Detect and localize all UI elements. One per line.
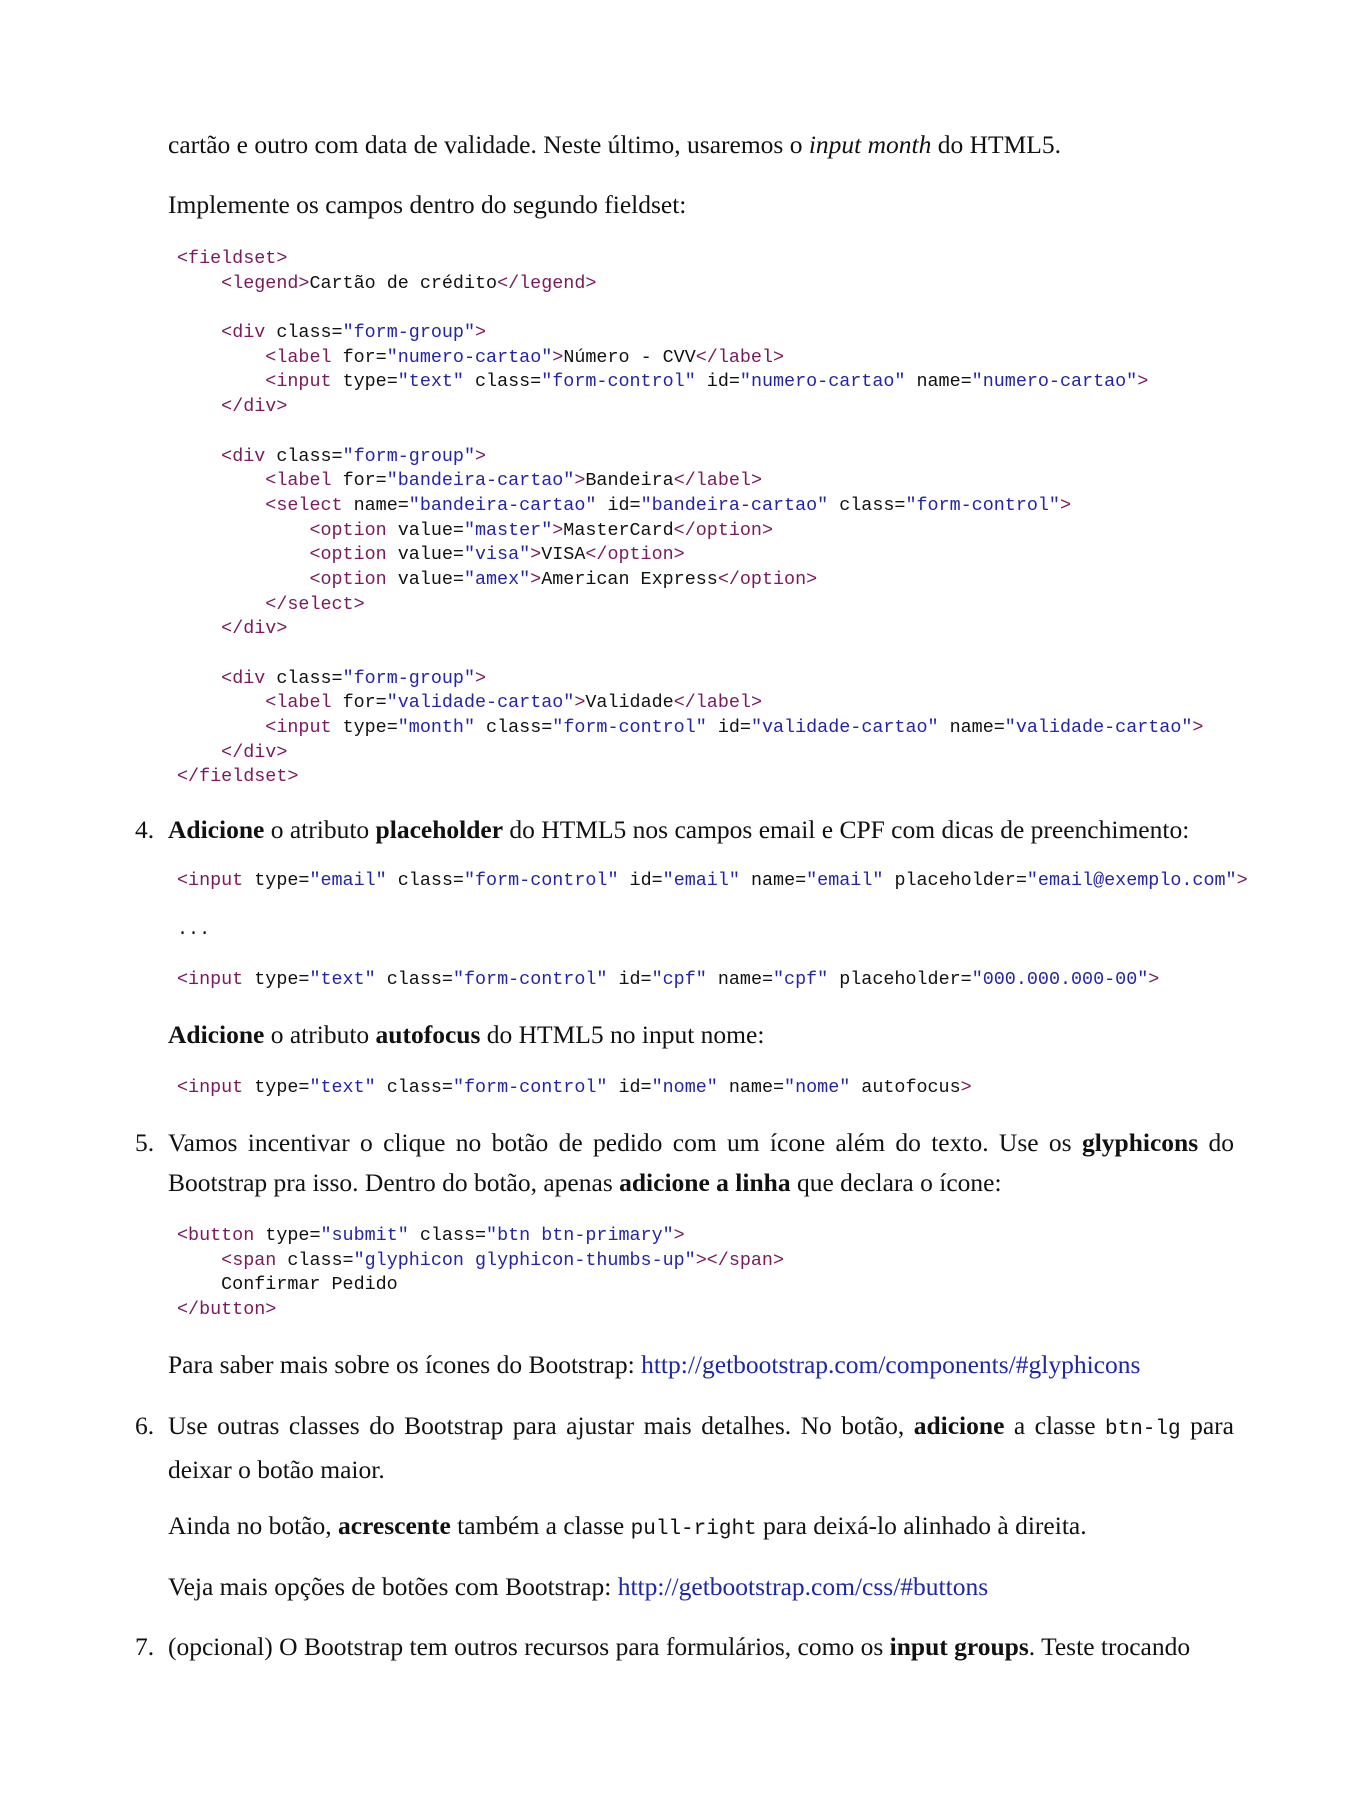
code-token: "form-control" bbox=[541, 371, 696, 393]
code-token: "email" bbox=[309, 870, 387, 891]
code-token: "month" bbox=[397, 717, 476, 739]
code-token: </div> bbox=[221, 618, 288, 640]
code-block-placeholder bbox=[177, 869, 1248, 992]
code-token: value= bbox=[397, 519, 464, 541]
code-token: "btn btn-primary" bbox=[486, 1225, 674, 1246]
code-line bbox=[177, 968, 1248, 993]
code-token: type= bbox=[265, 1225, 321, 1246]
code-token: Número - CVV bbox=[563, 346, 696, 368]
code-token: for= bbox=[342, 692, 387, 714]
buttons-more-paragraph bbox=[168, 1567, 1234, 1607]
code-line bbox=[177, 370, 1203, 395]
code-token: > bbox=[960, 1077, 972, 1098]
code-token: </legend> bbox=[497, 272, 597, 294]
code-line bbox=[177, 869, 1248, 894]
code-token: > bbox=[1148, 968, 1160, 990]
code-token: "form-control" bbox=[905, 494, 1060, 516]
item5-paragraph bbox=[168, 1123, 1234, 1203]
code-token: class= bbox=[375, 1077, 453, 1098]
code-token: placeholder= bbox=[828, 968, 972, 990]
list-number-5: 5. bbox=[135, 1128, 155, 1157]
item7-bold-input-groups: input groups bbox=[889, 1632, 1029, 1661]
list-number-6: 6. bbox=[135, 1411, 155, 1440]
item4-paragraph bbox=[168, 810, 1234, 850]
code-token: "text" bbox=[397, 371, 464, 393]
code-token: id= bbox=[607, 1077, 652, 1098]
code-token: Validade bbox=[585, 692, 674, 714]
code-token bbox=[177, 322, 221, 343]
code-token: "form-group" bbox=[342, 322, 475, 344]
code-token: <input bbox=[177, 968, 255, 990]
code-token: "numero-cartao" bbox=[386, 346, 553, 368]
code-line bbox=[177, 296, 1203, 321]
pull-right-bold-acrescente: acrescente bbox=[337, 1511, 451, 1540]
code-token: name= bbox=[938, 717, 1005, 739]
code-token bbox=[177, 544, 309, 565]
code-token: <div bbox=[221, 322, 277, 344]
code-token: </label> bbox=[673, 692, 762, 714]
code-token: > bbox=[673, 1225, 685, 1246]
code-line bbox=[177, 445, 1203, 470]
code-line bbox=[177, 741, 1203, 766]
code-token bbox=[177, 1250, 221, 1271]
code-token: </button> bbox=[177, 1299, 277, 1321]
code-token: class= bbox=[475, 717, 553, 739]
code-token: <option bbox=[309, 519, 398, 541]
autofocus-text-end: do HTML5 no input nome: bbox=[480, 1020, 765, 1049]
code-token: <input bbox=[177, 1077, 255, 1098]
code-token bbox=[177, 742, 221, 763]
code-token: "cpf" bbox=[651, 968, 707, 990]
code-token: "nome" bbox=[651, 1077, 718, 1098]
code-token: ></span> bbox=[695, 1249, 785, 1271]
code-token: class= bbox=[276, 322, 343, 344]
code-token bbox=[177, 273, 221, 294]
item5-text: Vamos incentivar o clique no botão de pedido com um ícone além do texto. Use os bbox=[168, 1128, 1082, 1157]
code-token: <div bbox=[221, 445, 277, 467]
code-token: name= bbox=[739, 870, 807, 891]
code-token: ... bbox=[177, 919, 211, 941]
code-token: "text" bbox=[309, 1077, 376, 1098]
code-token: </div> bbox=[221, 396, 288, 418]
code-token: > bbox=[552, 346, 564, 368]
icons-more-text: Para saber mais sobre os ícones do Bootstrap: bbox=[168, 1350, 642, 1379]
code-line bbox=[177, 943, 1248, 968]
code-token: "form-control" bbox=[552, 717, 707, 739]
code-token: <input bbox=[177, 870, 255, 891]
code-line bbox=[177, 321, 1203, 346]
item4-bold-adicione: Adicione bbox=[168, 815, 265, 844]
code-token: <input bbox=[265, 371, 343, 393]
item6-code-btn-lg: btn-lg bbox=[1105, 1418, 1181, 1441]
code-token: value= bbox=[397, 568, 464, 590]
code-line bbox=[177, 543, 1203, 568]
item5-bold-adicione-linha: adicione a linha bbox=[619, 1168, 791, 1197]
code-token: for= bbox=[342, 346, 387, 368]
code-token: MasterCard bbox=[563, 519, 674, 541]
code-token: "glyphicon glyphicon-thumbs-up" bbox=[353, 1249, 696, 1271]
code-token: "email" bbox=[662, 870, 740, 891]
code-token: class= bbox=[463, 371, 542, 393]
item4-text: o atributo bbox=[264, 815, 376, 844]
buttons-link[interactable]: http://getbootstrap.com/css/#buttons bbox=[617, 1572, 989, 1601]
code-token: <label bbox=[265, 692, 343, 714]
code-token: <label bbox=[265, 346, 343, 368]
code-token: > bbox=[530, 544, 542, 566]
code-token: "validade-cartao" bbox=[386, 692, 575, 714]
code-token: Confirmar Pedido bbox=[177, 1274, 398, 1296]
code-token bbox=[177, 446, 221, 467]
code-token: > bbox=[574, 470, 586, 492]
code-block-button bbox=[177, 1224, 784, 1323]
code-line bbox=[177, 1273, 784, 1298]
code-token: class= bbox=[828, 494, 906, 516]
code-token: > bbox=[1192, 717, 1204, 739]
code-line bbox=[177, 568, 1203, 593]
code-token: <label bbox=[265, 470, 343, 492]
code-line bbox=[177, 1249, 784, 1274]
code-token: <select bbox=[265, 494, 354, 516]
code-token: id= bbox=[618, 870, 663, 891]
code-token: "email@exemplo.com" bbox=[1026, 870, 1237, 891]
code-token: VISA bbox=[541, 544, 586, 566]
code-token: </option> bbox=[673, 519, 773, 541]
code-token: "bandeira-cartao" bbox=[640, 494, 829, 516]
code-token: "000.000.000-00" bbox=[971, 968, 1149, 990]
code-token: > bbox=[475, 322, 487, 344]
item4-text-end: do HTML5 nos campos email e CPF com dicas de preenchimento: bbox=[503, 815, 1190, 844]
pull-right-paragraph bbox=[168, 1506, 1234, 1550]
code-line bbox=[177, 765, 1203, 790]
code-line bbox=[177, 1224, 784, 1249]
code-token: > bbox=[475, 667, 487, 689]
implemente-paragraph: Implemente os campos dentro do segundo fieldset: bbox=[168, 190, 687, 219]
code-token: "bandeira-cartao" bbox=[386, 470, 575, 492]
code-line bbox=[177, 1298, 784, 1323]
code-token: type= bbox=[254, 1077, 310, 1098]
item6-paragraph bbox=[168, 1406, 1234, 1490]
code-token: id= bbox=[695, 371, 740, 393]
code-line bbox=[177, 667, 1203, 692]
code-token: "validade-cartao" bbox=[1004, 717, 1193, 739]
autofocus-paragraph bbox=[168, 1015, 1234, 1055]
item5-text-end: que declara o ícone: bbox=[790, 1168, 1002, 1197]
code-token: > bbox=[574, 692, 586, 714]
code-token: "form-control" bbox=[452, 1077, 608, 1098]
code-token: </label> bbox=[673, 470, 762, 492]
code-token bbox=[177, 668, 221, 689]
code-token: class= bbox=[287, 1249, 354, 1271]
code-token: > bbox=[552, 519, 564, 541]
code-token: <span bbox=[221, 1249, 288, 1271]
code-token: "cpf" bbox=[773, 968, 829, 990]
code-token: "form-control" bbox=[463, 870, 619, 891]
code-token: class= bbox=[375, 968, 453, 990]
code-token: <button bbox=[177, 1225, 266, 1246]
code-token: id= bbox=[596, 494, 641, 516]
code-line bbox=[177, 519, 1203, 544]
code-token: type= bbox=[342, 371, 398, 393]
code-token bbox=[177, 569, 309, 590]
code-token: name= bbox=[905, 371, 972, 393]
code-token: <fieldset> bbox=[177, 248, 288, 269]
code-token: "visa" bbox=[463, 544, 531, 566]
code-token bbox=[177, 692, 265, 713]
code-token: </option> bbox=[717, 568, 818, 590]
code-line bbox=[177, 420, 1203, 445]
code-line bbox=[177, 691, 1203, 716]
code-token: type= bbox=[342, 717, 398, 739]
code-line bbox=[177, 395, 1203, 420]
buttons-more-text: Veja mais opções de botões com Bootstrap: bbox=[168, 1572, 618, 1601]
code-token: > bbox=[475, 445, 487, 467]
code-token: name= bbox=[706, 968, 774, 990]
code-token: "bandeira-cartao" bbox=[408, 494, 597, 516]
code-token bbox=[177, 347, 265, 368]
code-token bbox=[177, 495, 265, 516]
code-token: class= bbox=[276, 445, 343, 467]
item7-text: (opcional) O Bootstrap tem outros recursos para formulários, como os bbox=[168, 1632, 890, 1661]
code-token: for= bbox=[342, 470, 387, 492]
code-line bbox=[177, 272, 1203, 297]
item6-text: Use outras classes do Bootstrap para ajustar mais detalhes. No botão, bbox=[168, 1411, 914, 1440]
autofocus-bold-autofocus: autofocus bbox=[375, 1020, 481, 1049]
code-token: <legend> bbox=[221, 272, 310, 294]
code-token: > bbox=[1236, 870, 1248, 891]
code-token: <div bbox=[221, 667, 277, 689]
code-token: "form-group" bbox=[342, 667, 475, 689]
code-token bbox=[177, 396, 221, 417]
list-number-4: 4. bbox=[135, 815, 155, 844]
code-token: "master" bbox=[463, 519, 553, 541]
code-token: </select> bbox=[265, 593, 365, 615]
code-block-fieldset bbox=[177, 247, 1203, 790]
code-token bbox=[177, 717, 265, 738]
code-token: > bbox=[1137, 371, 1149, 393]
intro-text: cartão e outro com data de validade. Neste último, usaremos o bbox=[168, 130, 809, 159]
icons-more-paragraph bbox=[168, 1345, 1234, 1385]
code-token: <input bbox=[265, 717, 343, 739]
pull-right-text: Ainda no botão, bbox=[168, 1511, 338, 1540]
code-token: "amex" bbox=[463, 568, 531, 590]
code-line bbox=[177, 918, 1248, 943]
pull-right-text-end: para deixá-lo alinhado à direita. bbox=[756, 1511, 1087, 1540]
code-token: </div> bbox=[221, 741, 288, 763]
code-token: "numero-cartao" bbox=[971, 371, 1138, 393]
code-token: </fieldset> bbox=[177, 766, 299, 788]
item4-bold-placeholder: placeholder bbox=[375, 815, 504, 844]
code-token: > bbox=[530, 568, 542, 590]
autofocus-bold-adicione: Adicione bbox=[168, 1020, 265, 1049]
code-token: placeholder= bbox=[883, 870, 1027, 891]
code-token: > bbox=[1059, 494, 1072, 516]
code-token: "submit" bbox=[320, 1225, 409, 1246]
code-token: </option> bbox=[585, 544, 685, 566]
code-token: American Express bbox=[541, 568, 718, 590]
code-token bbox=[177, 618, 221, 639]
code-token: "text" bbox=[309, 968, 376, 990]
code-token: type= bbox=[254, 968, 310, 990]
code-token: Bandeira bbox=[585, 470, 674, 492]
code-token: <option bbox=[309, 544, 398, 566]
code-token bbox=[177, 470, 265, 491]
item5-text-mid: do Bootstrap pra isso. Dentro do botão, apenas bbox=[168, 1128, 1234, 1197]
code-line bbox=[177, 642, 1203, 667]
list-number-7: 7. bbox=[135, 1632, 155, 1661]
code-token: Cartão de crédito bbox=[309, 272, 498, 294]
code-line bbox=[177, 1076, 972, 1101]
code-block-autofocus bbox=[177, 1076, 972, 1101]
code-token: "nome" bbox=[784, 1077, 851, 1098]
code-line bbox=[177, 247, 1203, 272]
code-token: autofocus bbox=[850, 1077, 961, 1098]
code-token: "form-group" bbox=[342, 445, 475, 467]
code-line bbox=[177, 469, 1203, 494]
code-token: name= bbox=[353, 494, 409, 516]
code-token: "email" bbox=[806, 870, 884, 891]
pull-right-text-mid: também a classe bbox=[450, 1511, 631, 1540]
code-token: </label> bbox=[695, 346, 785, 368]
code-token bbox=[177, 371, 265, 392]
item6-text-end: para deixar o botão maior. bbox=[168, 1411, 1234, 1484]
code-token: class= bbox=[386, 870, 464, 891]
code-token: "numero-cartao" bbox=[739, 371, 906, 393]
code-token: class= bbox=[408, 1225, 487, 1246]
item6-text-mid: a classe bbox=[1004, 1411, 1105, 1440]
code-line bbox=[177, 494, 1203, 519]
item6-bold-adicione: adicione bbox=[913, 1411, 1005, 1440]
code-token: id= bbox=[706, 717, 751, 739]
code-token: value= bbox=[397, 544, 464, 566]
code-token: id= bbox=[607, 968, 652, 990]
code-token: "validade-cartao" bbox=[750, 717, 939, 739]
code-line bbox=[177, 894, 1248, 919]
code-line bbox=[177, 716, 1203, 741]
intro-paragraph bbox=[168, 125, 1234, 165]
code-token: type= bbox=[254, 870, 310, 891]
code-line bbox=[177, 593, 1203, 618]
code-token: class= bbox=[276, 667, 343, 689]
code-line bbox=[177, 346, 1203, 371]
glyphicons-link[interactable]: http://getbootstrap.com/components/#glyphicons bbox=[641, 1350, 1141, 1379]
code-token bbox=[177, 520, 309, 541]
code-token: name= bbox=[717, 1077, 785, 1098]
intro-italic: input month bbox=[808, 130, 932, 159]
autofocus-text: o atributo bbox=[264, 1020, 376, 1049]
item7-paragraph bbox=[168, 1627, 1234, 1667]
code-line bbox=[177, 617, 1203, 642]
item7-text-end: . Teste trocando bbox=[1028, 1632, 1191, 1661]
intro-text-end: do HTML5. bbox=[931, 130, 1061, 159]
code-token bbox=[177, 594, 265, 615]
pull-right-code: pull-right bbox=[630, 1518, 757, 1541]
item5-bold-glyphicons: glyphicons bbox=[1081, 1128, 1199, 1157]
code-token: "form-control" bbox=[452, 968, 608, 990]
code-token: <option bbox=[309, 568, 398, 590]
